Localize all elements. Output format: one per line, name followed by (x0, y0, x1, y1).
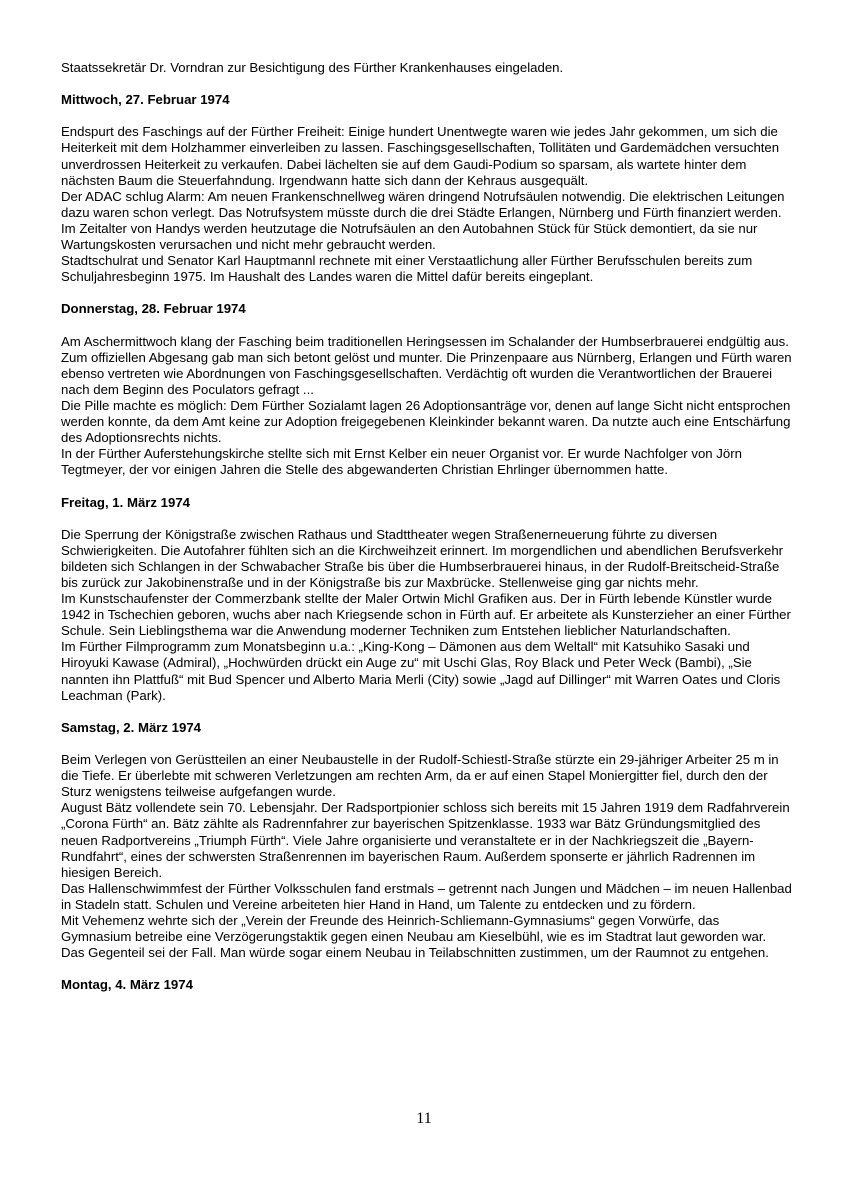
paragraph: Das Hallenschwimmfest der Fürther Volksschulen fand erstmals – getrennt nach Jungen und Mädchen – im neuen Hallenbad in Stadeln statt. Schulen und Vereine arbeiteten hier Hand in Hand, um Talente zu entdecken und zu fördern. (61, 880, 792, 912)
date-heading: Montag, 4. März 1974 (61, 977, 193, 993)
paragraph: Die Pille machte es möglich: Dem Fürther Sozialamt lagen 26 Adoptionsanträge vor, denen auf lange Sicht nicht entsprochen werden konnte, da dem Amt keine zur Adoption freigegebenen Kleinkinder bekannt waren. Da nutzte auch eine Entschärfung des Adoptionsrechts nichts. (61, 397, 791, 446)
paragraph: Endspurt des Faschings auf der Fürther Freiheit: Einige hundert Unentwegte waren wie jedes Jahr gekommen, um sich die Heiterkeit mit dem Holzhammer einverleiben zu lassen. Faschingsgesellschaften, Tollitäten und Gardemädchen versuchten unverdrossen Heiterkeit zu verkaufen. Dabei lächelten sie auf dem Gaudi-Podium so sparsam, als wartete hinter dem nächsten Baum die Steuerfahndung. Irgendwann hatte sich dann der Kehraus ausgequält. (61, 124, 780, 188)
intro-paragraph: Staatssekretär Dr. Vorndran zur Besichtigung des Fürther Krankenhauses eingeladen. (61, 60, 564, 75)
paragraph: Im Fürther Filmprogramm zum Monatsbeginn u.a.: „King-Kong – Dämonen aus dem Weltall“ mit Katsuhiko Sasaki und Hiroyuki Kawase (Admiral), „Hochwürden drückt ein Auge zu“ mit Uschi Glas, Roy Black und Peter Weck (Bambi), „Sie nannten ihn Plattfuß“ mit Bud Spencer und Alberto Maria Merli (City) sowie „Jagd auf Dillinger“ mit Warren Oates und Cloris Leachman (Park). (61, 639, 781, 703)
paragraph: Stadtschulrat und Senator Karl Hauptmannl rechnete mit einer Verstaatlichung aller Fürther Berufsschulen bereits zum Schuljahresbeginn 1975. Im Haushalt des Landes waren die Mittel dafür bereits eingeplant. (61, 253, 753, 285)
paragraph: Mit Vehemenz wehrte sich der „Verein der Freunde des Heinrich-Schliemann-Gymnasiums“ gegen Vorwürfe, das Gymnasium betreibe eine Verzögerungstaktik gegen einen Neubau am Kieselbühl, wie es im Stadtrat laut geworden war. Das Gegenteil sei der Fall. Man würde sogar einem Neubau in Teilabschnitten zustimmen, um der Raumnot zu entgehen. (61, 912, 769, 961)
page-number: 11 (416, 1110, 432, 1127)
paragraph: In der Fürther Auferstehungskirche stellte sich mit Ernst Kelber ein neuer Organist vor. Er wurde Nachfolger von Jörn Tegtmeyer, der vor einigen Jahren die Stelle des abgewanderten Christian Ehrlinger übernommen hatte. (61, 446, 742, 478)
date-heading: Mittwoch, 27. Februar 1974 (61, 92, 230, 108)
date-heading: Freitag, 1. März 1974 (61, 494, 191, 510)
paragraph: Beim Verlegen von Gerüstteilen an einer Neubaustelle in der Rudolf-Schiestl-Straße stürzte ein 29-jähriger Arbeiter 25 m in die Tiefe. Er überlebte mit schweren Verletzungen am rechten Arm, da er auf einen Stapel Moniergitter fiel, durch den der Sturz wenigstens teilweise aufgefangen wurde. (61, 752, 779, 800)
paragraph: Der ADAC schlug Alarm: Am neuen Frankenschnellweg wären dringend Notrufsäulen notwendig. Die elektrischen Leitungen dazu waren schon verlegt. Das Notrufsystem müsste durch die drei Städte Erlangen, Nürnberg und Fürth finanziert werden. Im Zeitalter von Handys werden heutzutage die Notrufsäulen an den Autobahnen Stück für Stück demontiert, da sie nur Wartungskosten verursachen und nicht mehr gebraucht werden. (61, 188, 785, 253)
date-heading: Samstag, 2. März 1974 (61, 719, 202, 735)
date-heading: Donnerstag, 28. Februar 1974 (61, 301, 246, 317)
document-page (61, 60, 793, 993)
paragraph: Die Sperrung der Königstraße zwischen Rathaus und Stadttheater wegen Straßenerneuerung führte zu diversen Schwierigkeiten. Die Autofahrer fühlten sich an die Kirchweihzeit erinnert. Im morgendlichen und abendlichen Berufsverkehr bildeten sich Schlangen in der Schwabacher Straße bis über die Humbserbrauerei hinaus, in der Rudolf-Breitscheid-Straße bis zurück zur Jakobinenstraße und in der Königstraße bis zur Maxbrücke. Stellenweise ging gar nichts mehr. (61, 526, 784, 590)
paragraph: August Bätz vollendete sein 70. Lebensjahr. Der Radsportpionier schloss sich bereits mit 15 Jahren 1919 dem Radfahrverein „Corona Fürth“ an. Bätz zählte als Radrennfahrer zur bayerischen Spitzenklasse. 1933 war Bätz Gründungsmitglied des neuen Radportvereins „Triumph Fürth“. Viele Jahre organisierte und veranstaltete er in der Nachkriegszeit die „Bayern-Rundfahrt“, eines der schwersten Straßenrennen im bayerischen Raum. Außerdem sponserte er jährlich Radrennen im hiesigen Bereich. (61, 800, 790, 880)
paragraph: Am Aschermittwoch klang der Fasching beim traditionellen Heringsessen im Schalander der Humbserbrauerei endgültig aus. Zum offiziellen Abgesang gab man sich betont gelöst und munter. Die Prinzenpaare aus Nürnberg, Erlangen und Fürth waren ebenso vertreten wie Abordnungen von Faschingsgesellschaften. Verdächtig oft wurden die Verantwortlichen der Brauerei nach dem Beginn des Poculators gefragt ... (61, 333, 792, 397)
paragraph: Im Kunstschaufenster der Commerzbank stellte der Maler Ortwin Michl Grafiken aus. Der in Fürth lebende Künstler wurde 1942 in Tschechien geboren, wuchs aber nach Kriegsende schon in Fürth auf. Er arbeitete als Kunsterzieher an einer Fürther Schule. Sein Lieblingsthema war die Anwendung moderner Techniken zum Entstehen lieblicher Naturlandschaften. (61, 591, 791, 639)
